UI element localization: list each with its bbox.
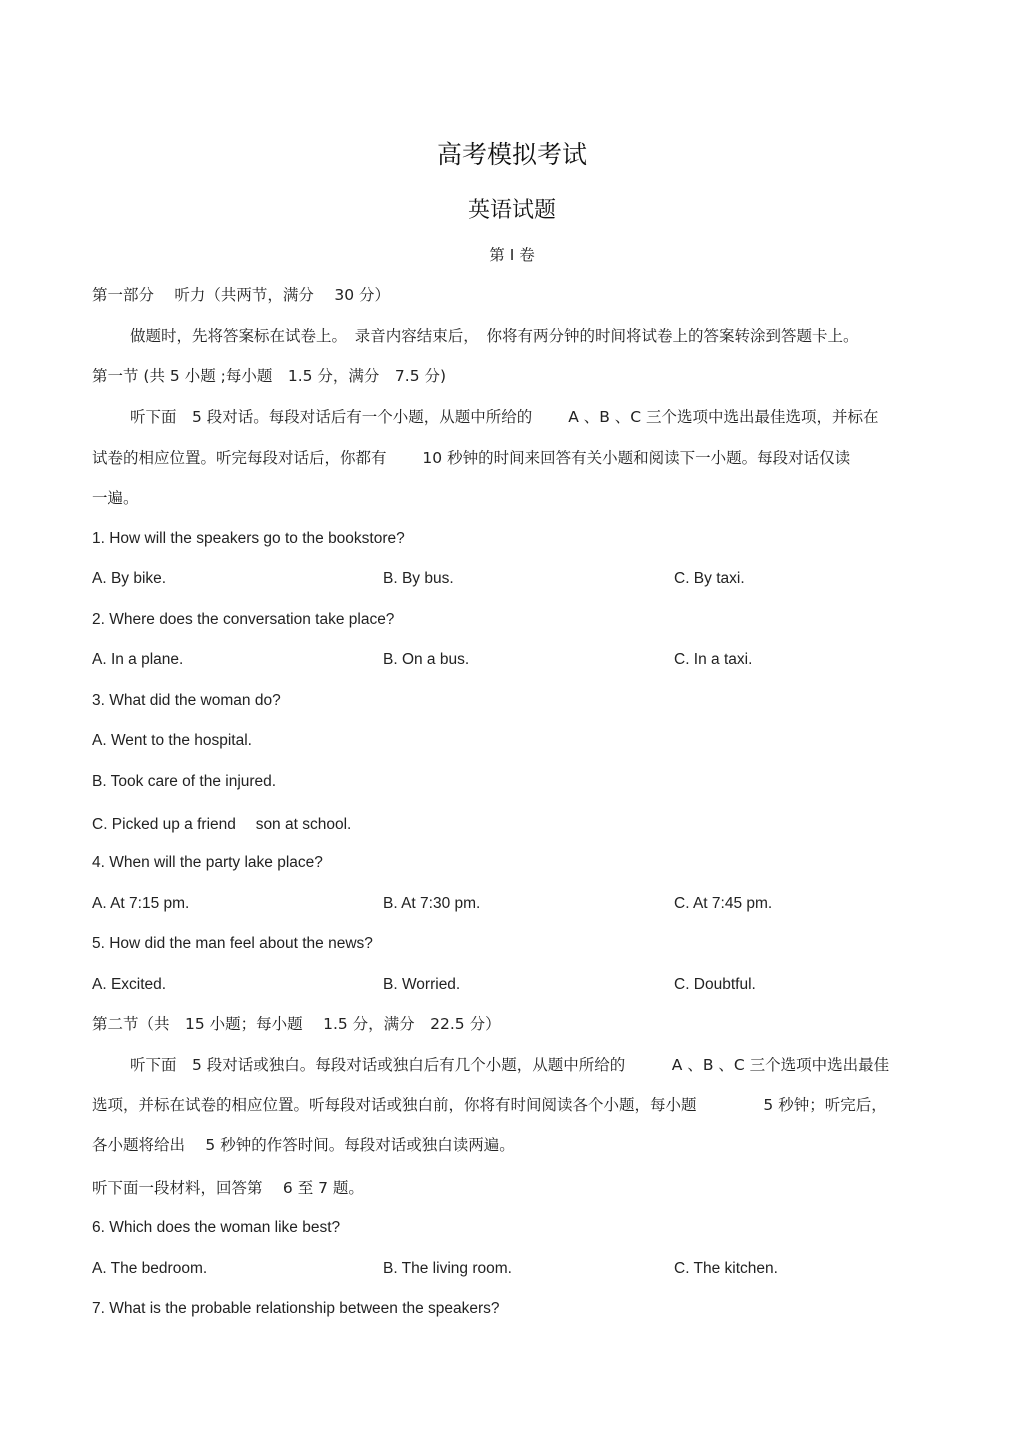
q4-option-b: B. At 7:30 pm. xyxy=(383,895,481,912)
q1-option-c: C. By taxi. xyxy=(674,570,745,587)
question-3: 3. What did the woman do? xyxy=(92,692,281,709)
material-intro: 听下面一段材料，回答第 6 至 7 题。 xyxy=(92,1179,364,1197)
q2-option-c: C. In a taxi. xyxy=(674,651,753,668)
section1-heading: 第一节 (共 5 小题 ;每小题 1.5 分，满分 7.5 分) xyxy=(92,367,447,385)
q3-option-c: C. Picked up a friend son at school. xyxy=(92,816,352,833)
q2-option-a: A. In a plane. xyxy=(92,651,184,668)
q1-option-b: B. By bus. xyxy=(383,570,454,587)
question-5: 5. How did the man feel about the news? xyxy=(92,935,373,952)
question-1: 1. How will the speakers go to the bookstore? xyxy=(92,530,405,547)
exam-title: 高考模拟考试 xyxy=(436,140,587,169)
q4-option-c: C. At 7:45 pm. xyxy=(674,895,773,912)
q5-option-a: A. Excited. xyxy=(92,976,167,993)
question-7: 7. What is the probable relationship between the speakers? xyxy=(92,1300,500,1317)
section1-instruction-line1: 听下面 5 段对话。每段对话后有一个小题，从题中所给的 A 、B 、C 三个选项中选出最佳选项，并标在 xyxy=(130,408,879,426)
section2-heading: 第二节（共 15 小题；每小题 1.5 分，满分 22.5 分） xyxy=(92,1015,501,1033)
section1-instruction-line3: 一遍。 xyxy=(92,489,139,507)
question-4: 4. When will the party lake place? xyxy=(92,854,323,871)
q4-option-a: A. At 7:15 pm. xyxy=(92,895,190,912)
q5-option-b: B. Worried. xyxy=(383,976,461,993)
volume-label: 第 I 卷 xyxy=(489,246,535,264)
section2-instruction-line3: 各小题将给出 5 秒钟的作答时间。每段对话或独白读两遍。 xyxy=(92,1136,515,1154)
q3-option-a: A. Went to the hospital. xyxy=(92,732,252,749)
q3-option-b: B. Took care of the injured. xyxy=(92,773,277,790)
question-2: 2. Where does the conversation take place? xyxy=(92,611,395,628)
section1-instruction-line2: 试卷的相应位置。听完每段对话后，你都有 10 秒钟的时间来回答有关小题和阅读下一小题。每段对话仅读 xyxy=(92,449,851,467)
q5-option-c: C. Doubtful. xyxy=(674,976,756,993)
q1-option-a: A. By bike. xyxy=(92,570,167,587)
q6-option-b: B. The living room. xyxy=(383,1260,512,1277)
question-6: 6. Which does the woman like best? xyxy=(92,1219,341,1236)
section2-instruction-line1: 听下面 5 段对话或独白。每段对话或独白后有几个小题，从题中所给的 A 、B 、C 三个选项中选出最佳 xyxy=(130,1056,890,1074)
part1-instruction: 做题时，先将答案标在试卷上。 录音内容结束后， 你将有两分钟的时间将试卷上的答案转涂到答题卡上。 xyxy=(130,327,859,345)
part1-heading: 第一部分 听力（共两节，满分 30 分） xyxy=(92,286,391,304)
section2-instruction-line2: 选项，并标在试卷的相应位置。听每段对话或独白前，你将有时间阅读各个小题，每小题 5 秒钟；听完后， xyxy=(92,1096,887,1114)
q2-option-b: B. On a bus. xyxy=(383,651,470,668)
q6-option-c: C. The kitchen. xyxy=(674,1260,778,1277)
exam-subtitle: 英语试题 xyxy=(467,198,556,223)
q6-option-a: A. The bedroom. xyxy=(92,1260,208,1277)
